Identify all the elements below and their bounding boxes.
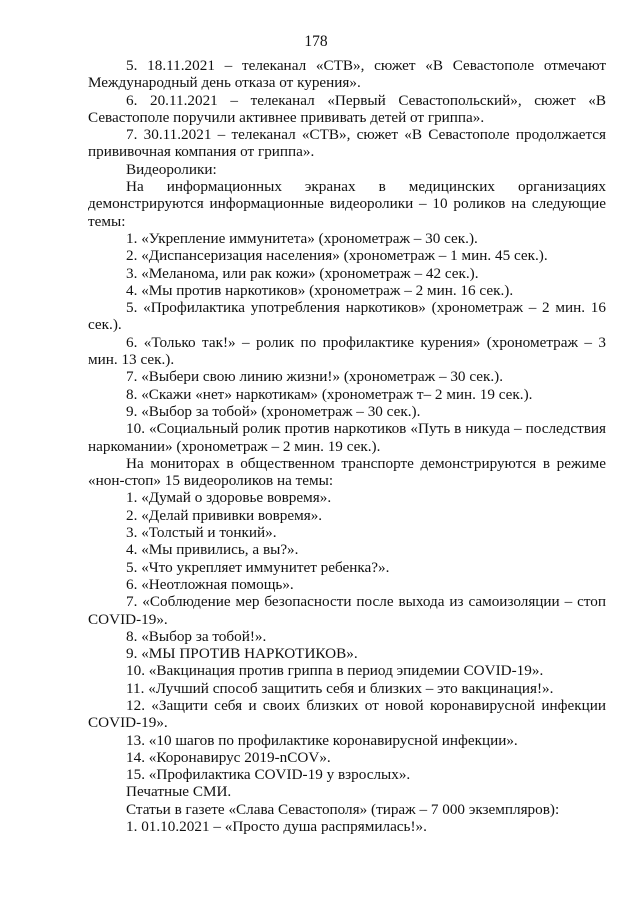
transport-video-item: 7. «Соблюдение мер безопасности после выхода из самоизоляции – стоп COVID-19». [88,593,606,628]
transport-video-item: 12. «Защити себя и своих близких от новой коронавирусной инфекции COVID-19». [88,696,606,732]
transport-video-item: 13. «10 шагов по профилактике коронавирусной инфекции». [126,731,518,749]
print-heading: Печатные СМИ. [126,783,232,801]
transport-video-item: 14. «Коронавирус 2019-nCOV». [126,748,331,766]
transport-video-item: 3. «Толстый и тонкий». [126,524,277,542]
screens-intro: На информационных экранах в медицинских организациях демонстрируются информационные видеоролики – 10 роликов на следующие темы: [88,178,606,230]
transport-video-item: 8. «Выбор за тобой!». [126,627,267,645]
transport-video-item: 1. «Думай о здоровье вовремя». [126,489,332,507]
medical-video-item: 1. «Укрепление иммунитета» (хронометраж – 30 сек.). [126,229,478,247]
newspaper-item: 1. 01.10.2021 – «Просто душа распрямилась!». [126,818,427,836]
page-body [88,57,606,835]
page-number: 178 [304,33,328,50]
transport-intro: На мониторах в общественном транспорте демонстрируются в режиме «нон-стоп» 15 видеороликов на темы: [88,454,606,490]
medical-video-item: 6. «Только так!» – ролик по профилактике курения» (хронометраж – 3 мин. 13 сек.). [88,333,606,369]
tv-item: 6. 20.11.2021 – телеканал «Первый Севастопольский», сюжет «В Севастополе поручили активнее прививать детей от гриппа». [88,91,606,126]
videos-heading: Видеоролики: [126,160,217,178]
medical-video-item: 10. «Социальный ролик против наркотиков «Путь в никуда – последствия наркомании» (хронометраж – 2 мин. 19 сек.). [88,420,606,455]
transport-video-item: 4. «Мы привились, а вы?». [126,541,299,559]
medical-video-item: 8. «Скажи «нет» наркотикам» (хронометраж т– 2 мин. 19 сек.). [126,385,533,403]
medical-video-item: 3. «Меланома, или рак кожи» (хронометраж – 42 сек.). [126,264,479,282]
transport-video-item: 9. «МЫ ПРОТИВ НАРКОТИКОВ». [126,645,358,663]
medical-video-item: 4. «Мы против наркотиков» (хронометраж – 2 мин. 16 сек.). [126,281,514,299]
transport-video-item: 6. «Неотложная помощь». [126,575,294,593]
medical-video-item: 7. «Выбери свою линию жизни!» (хронометраж – 30 сек.). [126,368,504,386]
transport-video-item: 2. «Делай прививки вовремя». [126,506,323,524]
transport-video-item: 5. «Что укрепляет иммунитет ребенка?». [126,558,390,576]
tv-item: 7. 30.11.2021 – телеканал «СТВ», сюжет «В Севастополе продолжается прививочная компания от гриппа». [88,126,606,161]
transport-video-item: 10. «Вакцинация против гриппа в период эпидемии COVID-19». [126,662,544,680]
newspaper-intro: Статьи в газете «Слава Севастополя» (тираж – 7 000 экземпляров): [126,800,560,818]
tv-item: 5. 18.11.2021 – телеканал «СТВ», сюжет «В Севастополе отмечают Международный день отказа от курения». [88,57,606,92]
medical-video-item: 9. «Выбор за тобой» (хронометраж – 30 сек.). [126,402,421,420]
transport-video-item: 15. «Профилактика COVID-19 у взрослых». [126,766,411,784]
medical-video-item: 5. «Профилактика употребления наркотиков» (хронометраж – 2 мин. 16 сек.). [88,299,606,334]
transport-video-item: 11. «Лучший способ защитить себя и близких – это вакцинация!». [126,679,554,697]
medical-video-item: 2. «Диспансеризация населения» (хронометраж – 1 мин. 45 сек.). [126,247,548,265]
